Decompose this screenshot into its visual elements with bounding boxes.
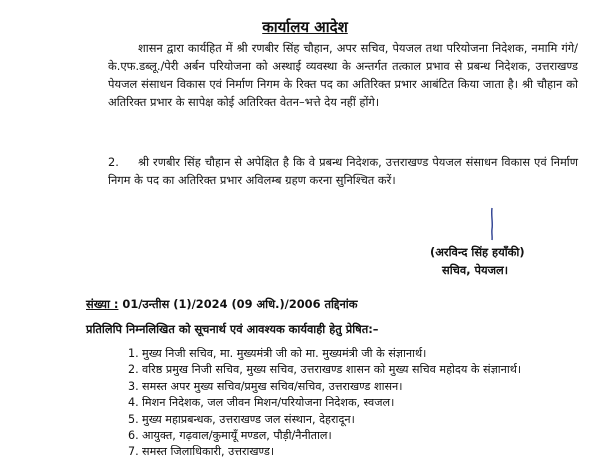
signature-mark — [486, 207, 498, 241]
title-text: कार्यालय आदेश — [262, 18, 348, 36]
document-title — [0, 17, 610, 37]
paragraph-1-text: शासन द्वारा कार्यहित में श्री रणबीर सिंह चौहान, अपर सचिव, पेयजल तथा परियोजना निदेशक, नमामि गंगे/के.एफ.डब्लू./पेरी अर्बन परियोजना को अस्थाई व्यवस्था के अन्तर्गत तत्काल प्रभाव से प्रबन्ध निदेशक, उत्तराखण्ड पेयजल संसाधन विकास एवं निर्माण निगम के रिक्त पद का अतिरिक्त प्रभार आबंटित किया जाता है। श्री चौहान को अतिरिक्त प्रभार के सापेक्ष कोई अतिरिक्त वेतन–भत्ते देय नहीं होंगे। — [108, 41, 578, 109]
list-item: 5. मुख्य महाप्रबन्धक, उत्तराखण्ड जल संस्थान, देहरादून। — [128, 412, 355, 426]
paragraph-2-body — [108, 153, 578, 189]
signatory-block — [430, 243, 590, 279]
list-item: 4. मिशन निदेशक, जल जीवन मिशन/परियोजना निदेशक, स्वजल। — [128, 396, 395, 410]
signatory-name: (अरविन्द सिंह हयाँकी) — [430, 245, 525, 259]
paragraph-2 — [108, 153, 578, 189]
list-item: 2. वरिष्ठ प्रमुख निजी सचिव, मुख्य सचिव, उत्तराखण्ड शासन को मुख्य सचिव महोदय के संज्ञानार्थ। — [128, 363, 522, 377]
paragraph-2-number: 2. — [108, 155, 119, 169]
list-item: 1. मुख्य निजी सचिव, मा. मुख्यमंत्री जी को मा. मुख्यमंत्री जी के संज्ञानार्थ। — [128, 347, 427, 360]
list-item: 7. समस्त जिलाधिकारी, उत्तराखण्ड। — [128, 445, 275, 459]
list-item: 6. आयुक्त, गढ़वाल/कुमायूँ मण्डल, पौड़ी/नैनीताल। — [128, 429, 332, 443]
list-item: 3. समस्त अपर मुख्य सचिव/प्रमुख सचिव/सचिव, उत्तराखण्ड शासन। — [128, 379, 403, 393]
paragraph-1 — [108, 39, 578, 111]
signatory-designation: सचिव, पेयजल। — [442, 263, 509, 277]
copy-to-heading: प्रतिलिपि निम्नलिखित को सूचनार्थ एवं आवश्यक कार्यवाही हेतु प्रेषित:– — [86, 322, 379, 336]
copy-to-list — [128, 346, 590, 461]
paragraph-2-text: श्री रणबीर सिंह चौहान से अपेक्षित है कि वे प्रबन्ध निदेशक, उत्तराखण्ड पेयजल संसाधन विकास एवं निर्माण निगम के पद का अतिरिक्त प्रभार अविलम्ब ग्रहण करना सुनिश्चित करें। — [108, 155, 578, 187]
reference-label: संख्या : — [86, 297, 119, 311]
reference-number — [86, 297, 586, 312]
reference-value: 01/उन्तीस (1)/2024 (09 अधि.)/2006 तद्दिनांक — [122, 297, 358, 311]
